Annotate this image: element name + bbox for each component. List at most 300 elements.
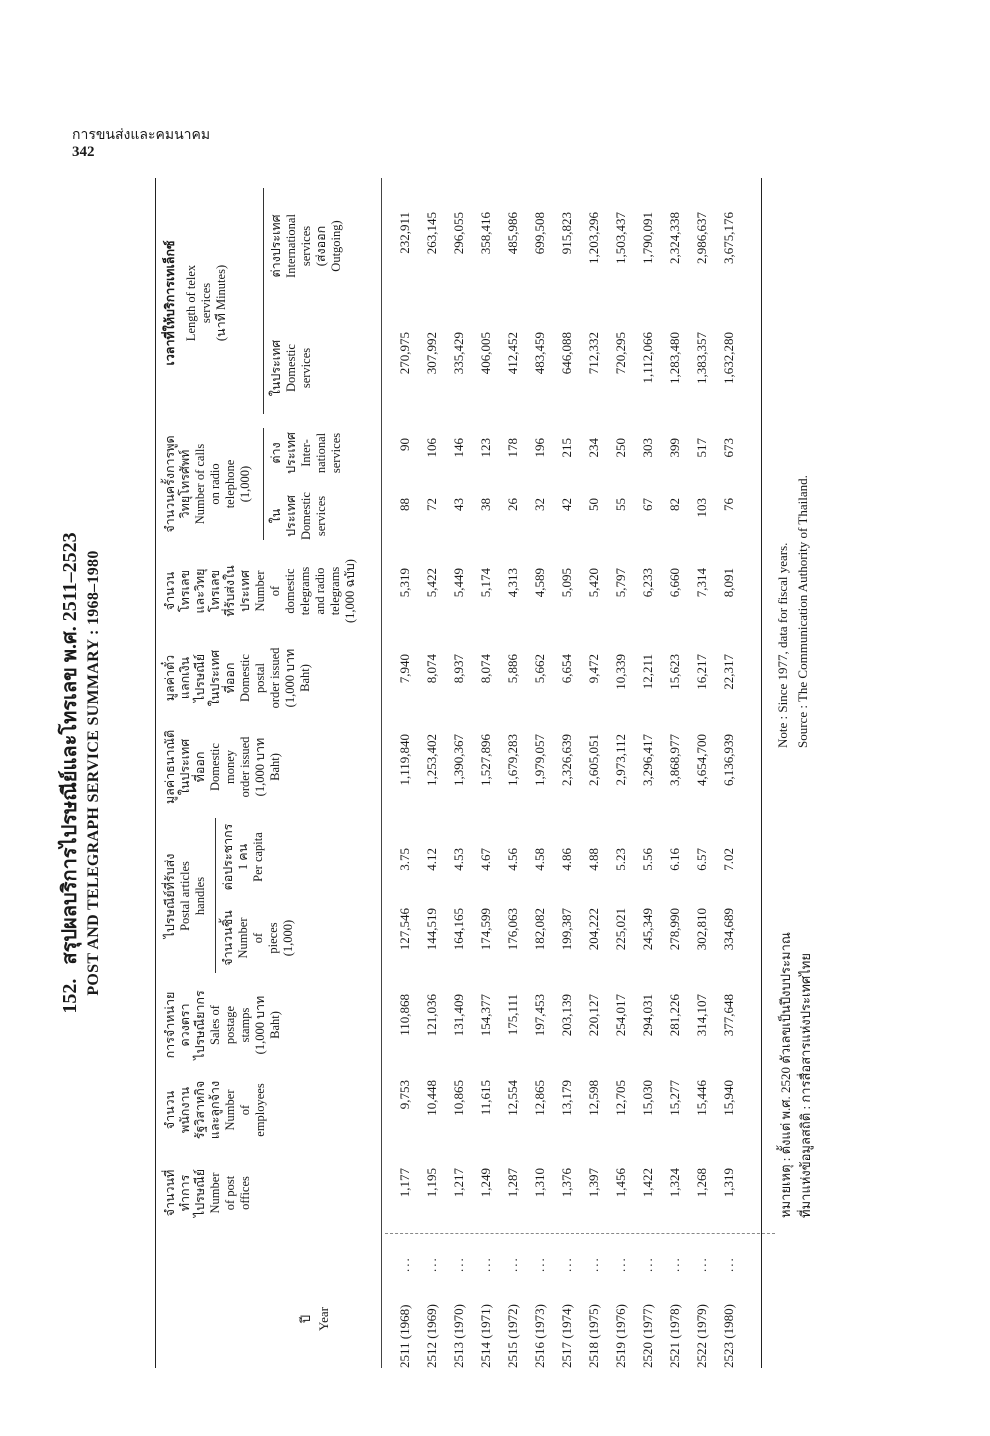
header-line: telegrams	[298, 566, 312, 616]
header-line: (1,000 บาท	[253, 995, 267, 1055]
table-cell: 5,319	[397, 568, 412, 598]
table-row	[532, 178, 559, 1368]
table-cell: 76	[721, 498, 736, 511]
header-year	[165, 1276, 332, 1362]
header-telex	[163, 188, 229, 418]
table-cell: 1,979,057	[532, 734, 547, 786]
table-cell: 2523	[721, 1342, 736, 1368]
table-title	[57, 178, 105, 1368]
table-cell: 4.58	[532, 848, 547, 871]
header-line: ประเทศ	[284, 432, 298, 474]
table-cell: 2,605,051	[586, 734, 601, 786]
table-cell: 1,253,402	[424, 734, 439, 786]
header-line: การจำหน่าย	[163, 991, 177, 1059]
header-line: ทำการ	[178, 1174, 192, 1212]
header-line: ที่ออก	[193, 751, 207, 783]
header-line: pieces	[266, 922, 280, 954]
table-cell: 196	[532, 438, 547, 458]
header-line: on radio	[208, 463, 222, 505]
header-line: telephone	[223, 459, 237, 509]
radio-calls-group-line	[263, 428, 264, 540]
table-cell: 15,446	[694, 1080, 709, 1116]
table-cell: 50	[586, 498, 601, 511]
header-line: International	[284, 214, 298, 278]
header-line: จำนวน	[163, 571, 177, 611]
table-cell: 712,332	[586, 332, 601, 375]
table-cell: 5,095	[559, 568, 574, 598]
header-line: (1,000 ฉบับ)	[343, 559, 357, 623]
table-cell: 15,277	[667, 1080, 682, 1116]
header-line: ประเทศ	[284, 495, 298, 537]
table-cell: 9,753	[397, 1080, 412, 1110]
table-cell: 6,654	[559, 654, 574, 684]
table-cell: 12,865	[532, 1080, 547, 1116]
header-line: โทรเลข	[208, 569, 222, 613]
table-cell: 245,349	[640, 908, 655, 951]
table-cell: 2,986,637	[694, 212, 709, 264]
table-cell: 5,797	[613, 568, 628, 598]
table-cell: (1975)	[586, 1304, 601, 1339]
table-cell: 4.56	[505, 848, 520, 871]
header-telegrams	[163, 548, 358, 634]
table-cell: 2513	[451, 1342, 466, 1368]
table-cell: 1,310	[532, 1168, 547, 1198]
table-cell: (1978)	[667, 1304, 682, 1339]
table-cell: 1,203,296	[586, 212, 601, 264]
table-cell: 4,654,700	[694, 734, 709, 786]
header-line: of post	[223, 1175, 237, 1211]
table-row	[613, 178, 640, 1368]
table-cell: 175,111	[505, 994, 520, 1036]
table-cell: 9,472	[586, 654, 601, 684]
table-cell: 26	[505, 498, 520, 511]
header-line: จำนวนครั้งการพูด	[163, 435, 177, 533]
table-cell: (1980)	[721, 1304, 736, 1339]
table-cell: 5,422	[424, 568, 439, 598]
table-cell: 646,088	[559, 332, 574, 375]
header-radio-international	[269, 422, 344, 484]
table-cell: 10,865	[451, 1080, 466, 1116]
table-cell: 2515	[505, 1342, 520, 1368]
telex-group-line	[263, 188, 264, 414]
table-cell: 164,165	[451, 908, 466, 951]
table-cell: 2516	[532, 1342, 547, 1368]
header-line: จำนวนที่	[163, 1169, 177, 1217]
header-line: Number	[236, 917, 250, 959]
table-cell: (1973)	[532, 1304, 547, 1339]
header-line: ต่อประชากร	[221, 823, 235, 891]
table-cell: 4.53	[451, 848, 466, 871]
header-line: Length of telex	[184, 264, 198, 342]
table-cell: (1970)	[451, 1304, 466, 1339]
table-row	[505, 178, 532, 1368]
table-cell: ...	[640, 1256, 655, 1272]
header-line: Outgoing)	[329, 220, 343, 272]
table-cell: 517	[694, 438, 709, 458]
header-line: ไปรษณีย์	[193, 1168, 207, 1218]
header-employees	[163, 1070, 268, 1150]
table-cell: 106	[424, 438, 439, 458]
table-cell: ...	[451, 1256, 466, 1272]
table-cell: 412,452	[505, 332, 520, 375]
table-cell: 278,990	[667, 908, 682, 951]
table-cell: 2520	[640, 1342, 655, 1368]
table-cell: 146	[451, 438, 466, 458]
table-cell: 1,324	[667, 1168, 682, 1198]
header-line: ไปรษณีย์ที่รับส่ง	[163, 853, 177, 939]
header-line: ใน	[269, 508, 283, 524]
table-cell: 174,599	[478, 908, 493, 951]
bottom-rule	[761, 178, 762, 1368]
table-cell: 72	[424, 498, 439, 511]
table-cell: 263,145	[424, 212, 439, 255]
table-cell: 254,017	[613, 994, 628, 1037]
table-cell: 1,397	[586, 1168, 601, 1198]
table-row	[478, 178, 505, 1368]
table-cell: 335,429	[451, 332, 466, 375]
table-cell: 203,139	[559, 994, 574, 1037]
header-line: Domestic	[284, 344, 298, 392]
table-cell: 8,074	[424, 654, 439, 684]
table-cell: 144,519	[424, 908, 439, 951]
header-line: พนักงาน	[178, 1086, 192, 1134]
table-cell: (1968)	[397, 1304, 412, 1340]
table-cell: 43	[451, 498, 466, 511]
table-cell: 6,136,939	[721, 734, 736, 786]
table-cell: 38	[478, 498, 493, 511]
header-line: order issued	[238, 736, 252, 798]
table-cell: 67	[640, 498, 655, 511]
header-line: วิทยุโทรศัพท์	[178, 449, 192, 519]
header-line: and radio	[313, 567, 327, 615]
table-cell: 720,295	[613, 332, 628, 375]
header-line: Baht)	[268, 753, 282, 781]
header-line: of	[251, 932, 265, 944]
table-cell: 12,705	[613, 1080, 628, 1116]
table-cell: 232,911	[397, 212, 412, 254]
header-money-order	[163, 722, 283, 812]
table-cell: 1,503,437	[613, 212, 628, 264]
section-title: การขนส่งและคมนาคม	[72, 128, 211, 143]
table-cell: 3.75	[397, 848, 412, 871]
table-cell: 12,598	[586, 1080, 601, 1116]
header-line: postal	[253, 663, 267, 693]
table-cell: 1,422	[640, 1168, 655, 1198]
table-cell: 5.23	[613, 848, 628, 871]
table-cell: 358,416	[478, 212, 493, 255]
table-cell: 1,632,280	[721, 332, 736, 384]
table-cell: ...	[532, 1256, 547, 1272]
title-thai: สรุปผลบริการไปรษณีย์และโทรเลข พ.ศ. 2511–2523	[59, 532, 81, 965]
header-telex-domestic	[269, 318, 314, 418]
table-cell: ...	[505, 1256, 520, 1272]
table-cell: 399	[667, 438, 682, 458]
year-cell	[397, 1272, 413, 1368]
header-postal-order	[163, 638, 313, 718]
table-cell: 12,554	[505, 1080, 520, 1116]
header-line: แลกเงิน	[178, 656, 192, 700]
table-cell: ...	[586, 1256, 601, 1272]
table-cell: 4.88	[586, 848, 601, 871]
table-cell: 6.57	[694, 848, 709, 871]
table-cell: 8,074	[478, 654, 493, 684]
table-cell: 377,648	[721, 994, 736, 1037]
table-cell: 915,823	[559, 212, 574, 255]
table-cell: 8,091	[721, 568, 736, 598]
header-line: (1,000)	[281, 919, 295, 957]
header-line: stamps	[238, 1007, 252, 1043]
table-cell: 5,420	[586, 568, 601, 598]
table-cell: 1,195	[424, 1168, 439, 1198]
table-cell: 82	[667, 498, 682, 511]
table-cell: 303	[640, 438, 655, 458]
header-radio-calls	[163, 424, 253, 544]
header-line: (1,000 บาท	[283, 648, 297, 708]
table-cell: 250	[613, 438, 628, 458]
table-cell: (1969)	[424, 1304, 439, 1339]
table-row	[424, 178, 451, 1368]
table-cell: 1,217	[451, 1168, 466, 1198]
table-cell: 1,527,896	[478, 734, 493, 786]
table-cell: 296,055	[451, 212, 466, 255]
table-cell: ...	[721, 1256, 736, 1272]
header-line: domestic	[283, 568, 297, 614]
table-cell: ...	[559, 1256, 574, 1272]
header-line: 1 คน	[236, 843, 250, 871]
table-cell: 314,107	[694, 994, 709, 1037]
header-line: ต่างประเทศ	[269, 214, 283, 278]
header-line: of	[268, 585, 282, 597]
table-cell: 2,973,112	[613, 734, 628, 786]
header-line: Baht)	[298, 664, 312, 692]
table-cell: 2518	[586, 1342, 601, 1368]
table-cell: 3,675,176	[721, 212, 736, 264]
table-cell: 673	[721, 438, 736, 458]
header-line: Inter-	[299, 439, 313, 467]
header-line: handles	[193, 876, 207, 916]
header-line: Sales of	[208, 1005, 222, 1045]
table-cell: 110,868	[397, 994, 412, 1036]
table-cell: 2,324,338	[667, 212, 682, 264]
header-line: ไปรษณียากร	[193, 990, 207, 1060]
header-line: (1,000)	[238, 465, 252, 503]
header-line: employees	[253, 1083, 267, 1137]
table-cell: ...	[478, 1256, 493, 1272]
table-cell: 10,339	[613, 654, 628, 690]
header-line: ดวงตรา	[178, 1003, 192, 1047]
table-cell: 4,313	[505, 568, 520, 598]
top-rule	[155, 178, 156, 1368]
table-cell: 1,112,066	[640, 332, 655, 384]
header-line: Per capita	[251, 832, 265, 882]
header-per-capita	[221, 816, 266, 898]
header-line: ประเทศ	[238, 570, 252, 612]
table-cell: 1,283,480	[667, 332, 682, 384]
table-cell: 220,127	[586, 994, 601, 1037]
table-cell: 1,177	[397, 1168, 412, 1198]
header-line: Domestic	[238, 654, 252, 702]
table-cell: 1,376	[559, 1168, 574, 1198]
table-cell: 15,030	[640, 1080, 655, 1116]
table-row	[640, 178, 667, 1368]
source-english: Source : The Communication Authority of Thailand.	[795, 475, 810, 748]
table-cell: 5,662	[532, 654, 547, 684]
header-line: ปี	[298, 1314, 313, 1324]
table-cell: 121,036	[424, 994, 439, 1037]
table-cell: 307,992	[424, 332, 439, 375]
title-english: POST AND TELEGRAPH SERVICE SUMMARY : 1968–1980	[85, 550, 102, 996]
source-thai: ที่มาแห่งข้อมูลสถิติ : การสื่อสารแห่งประเทศไทย	[798, 953, 813, 1218]
table-cell: 406,005	[478, 332, 493, 375]
table-cell: 15,623	[667, 654, 682, 690]
header-line: จำนวนชิ้น	[221, 910, 235, 966]
header-line: money	[223, 749, 237, 785]
header-line: Postal articles	[178, 861, 192, 931]
header-line: จำนวน	[163, 1090, 177, 1130]
header-line: ต่าง	[269, 442, 283, 464]
table-cell: 10,448	[424, 1080, 439, 1116]
table-row	[586, 178, 613, 1368]
header-bottom-rule	[381, 178, 382, 1368]
table-cell: 199,387	[559, 908, 574, 951]
table-cell: (1979)	[694, 1304, 709, 1339]
table-cell: ...	[694, 1256, 709, 1272]
header-line: มูลค่าธนาณัติ	[163, 729, 177, 805]
table-row	[667, 178, 694, 1368]
header-line: ไปรษณีย์	[193, 653, 207, 703]
table-cell: 1,268	[694, 1168, 709, 1198]
header-line: services	[314, 495, 328, 537]
table-cell: 281,226	[667, 994, 682, 1037]
header-line: เวลาที่ให้บริการเทเล็กซ์	[163, 240, 177, 366]
table-cell: (1977)	[640, 1304, 655, 1339]
header-line: Year	[316, 1307, 331, 1331]
header-line: postage	[223, 1005, 237, 1045]
header-line: services	[299, 225, 313, 267]
table-cell: 1,287	[505, 1168, 520, 1198]
header-line: telegrams	[328, 566, 342, 616]
table-cell: 15,940	[721, 1080, 736, 1116]
table-cell: 2514	[478, 1342, 493, 1368]
table-cell: ...	[613, 1256, 628, 1272]
note-thai: หมายเหตุ : ตั้งแต่ พ.ศ. 2520 ตัวเลขเป็นปีงบประมาณ	[778, 932, 793, 1218]
header-line: of	[238, 1104, 252, 1116]
header-line: ในประเทศ	[208, 649, 222, 707]
note-english: Note : Since 1977, data for fiscal years.	[775, 542, 790, 748]
table-cell: 2517	[559, 1342, 574, 1368]
table-cell: 16,217	[694, 654, 709, 690]
table-cell: 1,790,091	[640, 212, 655, 264]
table-row	[397, 178, 424, 1368]
table-cell: 1,119,840	[397, 734, 412, 786]
table-cell: 2512	[424, 1342, 439, 1368]
header-line: (ส่งออก	[314, 225, 328, 267]
header-line: รัฐวิสาหกิจ	[193, 1080, 207, 1140]
table-cell: 1,679,283	[505, 734, 520, 786]
table-cell: 13,179	[559, 1080, 574, 1116]
table-cell: ...	[424, 1256, 439, 1272]
header-line: และวิทยุ	[193, 568, 207, 614]
table-cell: 42	[559, 498, 574, 511]
header-post-offices	[163, 1153, 253, 1233]
header-line: Number of calls	[193, 443, 207, 525]
table-cell: 7.02	[721, 848, 736, 871]
table-cell: (1971)	[478, 1304, 493, 1339]
table-cell: 4,589	[532, 568, 547, 598]
header-line: ที่ออก	[223, 662, 237, 694]
header-pieces	[221, 900, 296, 976]
table-cell: 197,453	[532, 994, 547, 1037]
header-line: ที่รับส่งใน	[223, 565, 237, 617]
table-cell: 483,459	[532, 332, 547, 375]
table-row	[451, 178, 478, 1368]
table-cell: 234	[586, 438, 601, 458]
table-cell: 4.67	[478, 848, 493, 871]
header-line: order issued	[268, 647, 282, 709]
table-cell: 11,615	[478, 1080, 493, 1116]
table-cell: 55	[613, 498, 628, 511]
table-cell: 103	[694, 498, 709, 518]
table-cell: 6.16	[667, 848, 682, 871]
table-cell: 270,975	[397, 332, 412, 375]
table-cell: 3,868,977	[667, 734, 682, 786]
table-cell: 334,689	[721, 908, 736, 951]
table-cell: 32	[532, 498, 547, 511]
table-cell: 7,314	[694, 568, 709, 598]
table-cell: 3,296,417	[640, 734, 655, 786]
table-cell: 12,211	[640, 654, 655, 690]
table-cell: 1,249	[478, 1168, 493, 1198]
rotated-table-page	[55, 178, 935, 1368]
table-cell: 225,021	[613, 908, 628, 951]
page-number: 342	[72, 144, 95, 160]
header-line: โทรเลข	[178, 569, 192, 613]
table-cell: 178	[505, 438, 520, 458]
table-cell: 154,377	[478, 994, 493, 1037]
table-cell: 176,063	[505, 908, 520, 951]
header-radio-domestic	[269, 486, 329, 546]
table-cell: 302,810	[694, 908, 709, 951]
table-row	[721, 178, 748, 1368]
table-cell: 6,233	[640, 568, 655, 598]
table-cell: 5,174	[478, 568, 493, 598]
table-cell: 1,383,357	[694, 332, 709, 384]
table-cell: 123	[478, 438, 493, 458]
table-number: 152.	[59, 978, 81, 1014]
header-postal-articles	[163, 816, 208, 976]
table-cell: ...	[667, 1256, 682, 1272]
table-row	[694, 178, 721, 1368]
table-cell: 131,409	[451, 994, 466, 1037]
running-head	[72, 128, 210, 160]
table-cell: 2521	[667, 1342, 682, 1368]
table-cell: 8,937	[451, 654, 466, 684]
header-line: ในประเทศ	[178, 738, 192, 796]
table-cell: 7,940	[397, 654, 412, 684]
header-line: Domestic	[208, 743, 222, 791]
table-cell: 1,390,367	[451, 734, 466, 786]
table-cell: 294,031	[640, 994, 655, 1037]
table-cell: 4.12	[424, 848, 439, 871]
table-cell: (1972)	[505, 1304, 520, 1339]
table-cell: 22,317	[721, 654, 736, 690]
header-stamps	[163, 982, 283, 1068]
header-line: Number	[223, 1089, 237, 1131]
header-line: และลูกจ้าง	[208, 1080, 222, 1140]
header-line: national	[314, 432, 328, 474]
table-cell: 4.86	[559, 848, 574, 871]
table-cell: 1,456	[613, 1168, 628, 1198]
